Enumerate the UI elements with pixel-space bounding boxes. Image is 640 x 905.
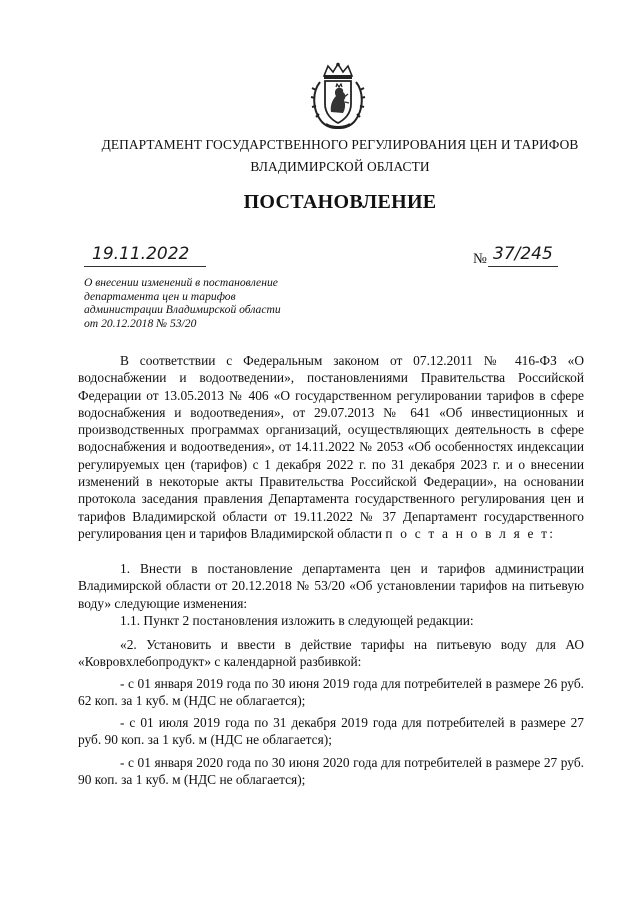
preamble-paragraph [78,352,584,542]
tariff-text: - с 01 января 2020 года по 30 июня 2020 года для потребителей в размере 27 руб. 90 коп. за 1 куб. м (НДС не облагается); [78,755,584,788]
subject-line: О внесении изменений в постановление [84,276,278,289]
item-1-text: 1. Внести в постановление департамента цен и тарифов администрации Владимирской области от 20.12.2018 № 53/20 «Об установлении тарифов на питьевую воду» следующие изменения: [78,561,584,611]
document-date: 19.11.2022 [92,244,190,264]
number-underline [488,266,558,267]
department-name-line1: ДЕПАРТАМЕНТ ГОСУДАРСТВЕННОГО РЕГУЛИРОВАНИЯ ЦЕН И ТАРИФОВ [101,137,579,152]
quoted-clause-text: «2. Установить и ввести в действие тарифы на питьевую воду для АО «Ковровхлебопродукт» с календарной разбивкой: [78,637,584,670]
tariff-text: - с 01 января 2019 года по 30 июня 2019 года для потребителей в размере 26 руб. 62 коп. за 1 куб. м (НДС не облагается); [78,676,584,709]
item-1-1-paragraph [78,612,584,629]
item-1-1-text: 1.1. Пункт 2 постановления изложить в следующей редакции: [120,613,474,628]
tariff-paragraph [78,754,584,789]
resolves-word: п о с т а н о в л я е т: [385,525,556,541]
date-underline [84,266,206,267]
subject-line: от 20.12.2018 № 53/20 [84,316,197,330]
preamble-text: В соответствии с Федеральным законом от 07.12.2011 № 416-ФЗ «О водоснабжении и водоотведении», постановлениями Правительства Российской Федерации от 13.05.2013 № 406 «О государственном регулировании тарифов в сфере водоснабжения и водоотведения», от 29.07.2013 № 641 «Об инвестиционных и производственных программах организаций, осуществляющих деятельность в сфере водоснабжения и водоотведения», от 14.11.2022 № 2053 «Об особенностях индексации регулируемых цен (тарифов) с 1 декабря 2022 г. по 31 декабря 2023 г. и о внесении изменений в некоторые акты Правительства Российской Федерации», на основании протокола заседания правления Департамента государственного регулирования цен и тарифов Владимирской области от 19.11.2022 № 37 Департамент государственного регулирования цен и тарифов Владимирской области [78,353,584,541]
number-sign: № [473,251,487,267]
subject-line: администрации Владимирской области [84,303,281,316]
coat-of-arms-emblem-icon [310,62,366,130]
tariff-paragraph [78,714,584,749]
subject-line: департамента цен и тарифов [84,289,236,303]
department-name-line2: ВЛАДИМИРСКОЙ ОБЛАСТИ [250,159,430,174]
item-1-paragraph [78,560,584,612]
tariff-paragraph [78,675,584,710]
quoted-clause-paragraph [78,636,584,671]
tariff-text: - с 01 июля 2019 года по 31 декабря 2019 года для потребителей в размере 27 руб. 90 коп. за 1 куб. м (НДС не облагается); [78,715,584,748]
document-subject [84,276,314,330]
document-type-title: ПОСТАНОВЛЕНИЕ [243,191,437,213]
document-number: 37/245 [493,244,553,264]
